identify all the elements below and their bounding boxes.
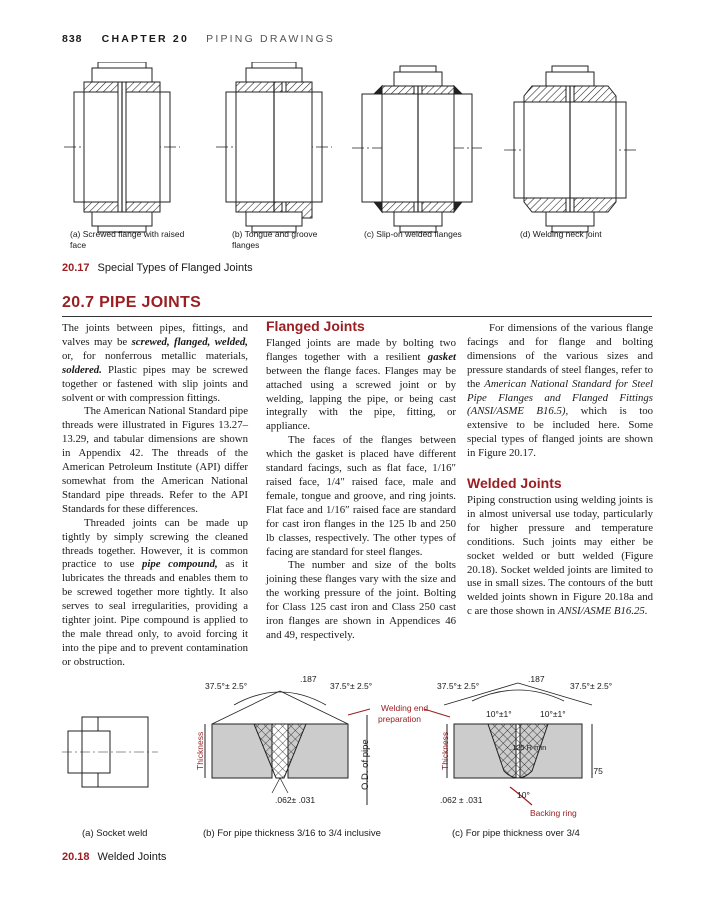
caption-d: (d) Welding neck joint xyxy=(520,229,602,239)
thickness-label-2: Thickness xyxy=(440,731,450,770)
col2-paragraph-1: Flanged joints are made by bolting two flanges together with a resilient gasket between the flange faces. Flanges may be attached using a screwed joint or by welding, lapping the pipe, or being cast integrally with the pipe, fitting, or appliance. xyxy=(266,336,456,433)
caption-18a: (a) Socket weld xyxy=(82,828,148,839)
welding-neck-drawing xyxy=(504,66,636,232)
angle-10-1: 10°±1° xyxy=(486,709,512,719)
welded-joints-heading: Welded Joints xyxy=(467,475,562,492)
col2-paragraph-3: The number and size of the bolts joining these flanges vary with the size and the working pressure of the joint. Bolting for Class 125 cast iron and Class 250 cast iron flanges are shown in Appendices 46 and 49, respectively. xyxy=(266,559,456,641)
chapter-label: CHAPTER 20 xyxy=(101,33,190,45)
caption-a: (a) Screwed flange with raised face xyxy=(70,229,185,250)
slip-on-flange-drawing xyxy=(352,66,482,232)
screwed-flange-drawing xyxy=(64,62,180,232)
section-rule xyxy=(62,316,652,317)
text-column-1 xyxy=(62,322,248,670)
angle-10-bottom: 10° xyxy=(517,790,530,800)
figure-20-17-label xyxy=(62,262,253,274)
col1-paragraph-1: The joints between pipes, fittings, and valves may be screwed, flanged, welded, or, for nonferrous metallic materials, soldered. Plastic pipes may be screwed together or fastened with slip joints and solvent or with compression fittings. xyxy=(62,322,249,404)
radius-min-label: .125 R min xyxy=(510,743,547,752)
dim-75-label: .75 xyxy=(591,766,603,776)
butt-weld-thin-drawing xyxy=(205,691,367,805)
gap-label-1: .062± .031 xyxy=(275,795,316,805)
welding-end-label-2: preparation xyxy=(378,714,422,724)
section-title: 20.7 PIPE JOINTS xyxy=(62,294,202,311)
angle-label-1: 37.5°± 2.5° xyxy=(205,681,248,691)
welding-end-label: Welding end xyxy=(381,703,429,713)
col1-paragraph-3: Threaded joints can be made up tightly by simply screwing the cleaned threads together. However, it is common practice to use pipe compound, as it lubricates the threads and enables them to be screwed together more tightly. It also serves to seal irregularities, providing a tighter joint. Pipe compound is applied to the male thread only, to avoid forcing it into the pipe and to prevent contamination or obstruction. xyxy=(62,516,248,668)
angle-label-3: 37.5°± 2.5° xyxy=(437,681,480,691)
figure-20-17-drawing xyxy=(62,62,642,234)
chapter-title: PIPING DRAWINGS xyxy=(206,33,336,45)
col2-paragraph-2: The faces of the flanges between which the gasket is placed have different standard facings, such as flat face, 1/16″ raised face, 1/4″ raised face, male and female, tongue and groove, and ring joints. Flat face and 1/16″ raised face are standard for cast iron flanges in the 125 lb and 250 lb classes, respectively. The other types of facing are standard for steel flanges. xyxy=(266,434,456,558)
figure-20-18-label xyxy=(62,851,166,863)
thickness-label-1: Thickness xyxy=(195,731,205,770)
page-number: 838 xyxy=(62,33,83,45)
text-column-3 xyxy=(467,322,653,619)
backing-ring-label: Backing ring xyxy=(530,808,577,818)
od-label: O.D. of pipe xyxy=(360,739,371,790)
angle-10-2: 10°±1° xyxy=(540,709,566,719)
figure-number: 20.17 xyxy=(62,262,90,274)
text-column-2 xyxy=(266,320,456,643)
running-header xyxy=(62,33,335,45)
dim-187-right: .187 xyxy=(528,674,545,684)
tongue-groove-drawing xyxy=(216,62,332,232)
dim-187-left: .187 xyxy=(300,674,317,684)
caption-18b: (b) For pipe thickness 3/16 to 3/4 inclusive xyxy=(203,828,381,839)
angle-label-4: 37.5°± 2.5° xyxy=(570,681,613,691)
angle-label-2: 37.5°± 2.5° xyxy=(330,681,373,691)
col1-paragraph-2: The American National Standard pipe threads were illustrated in Figures 13.27–13.29, and tabular dimensions are shown in Appendix 42. The threads of the American Petroleum Institute (API) differ somewhat from the American National Standard pipe threads. Refer to the API Standards for these differences. xyxy=(62,405,248,515)
col3-paragraph-2: Piping construction using welding joints is in almost universal use today, particularly for higher pressure and temperature conditions. Such joints may either be socket welded or butt welded (Figure 20.18). Socket welded joints are limited to use in small sizes. The contours of the butt welded joints shown in Figure 20.18a and c are those shown in ANSI/ASME B16.25. xyxy=(467,493,653,618)
caption-b: (b) Tongue and groove flanges xyxy=(232,229,318,250)
figure-number-18: 20.18 xyxy=(62,851,90,863)
figure-title: Special Types of Flanged Joints xyxy=(97,262,253,274)
figure-title-18: Welded Joints xyxy=(97,851,167,863)
col3-paragraph-1: For dimensions of the various flange facings and for flange and bolting dimensions of the various sizes and pressure standards of steel flanges, refer to the American National Standard for Steel Pipe Flanges and Flanged Fittings (ANSI/ASME B16.5), which is too extensive to be included here. Some special types of flanged joints are shown in Figure 20.17. xyxy=(467,322,654,460)
socket-weld-drawing xyxy=(62,717,158,787)
flanged-joints-heading: Flanged Joints xyxy=(266,318,365,334)
caption-18c: (c) For pipe thickness over 3/4 xyxy=(452,828,580,839)
gap-label-2: .062 ± .031 xyxy=(440,795,483,805)
caption-c: (c) Slip-on welded flanges xyxy=(364,229,462,239)
